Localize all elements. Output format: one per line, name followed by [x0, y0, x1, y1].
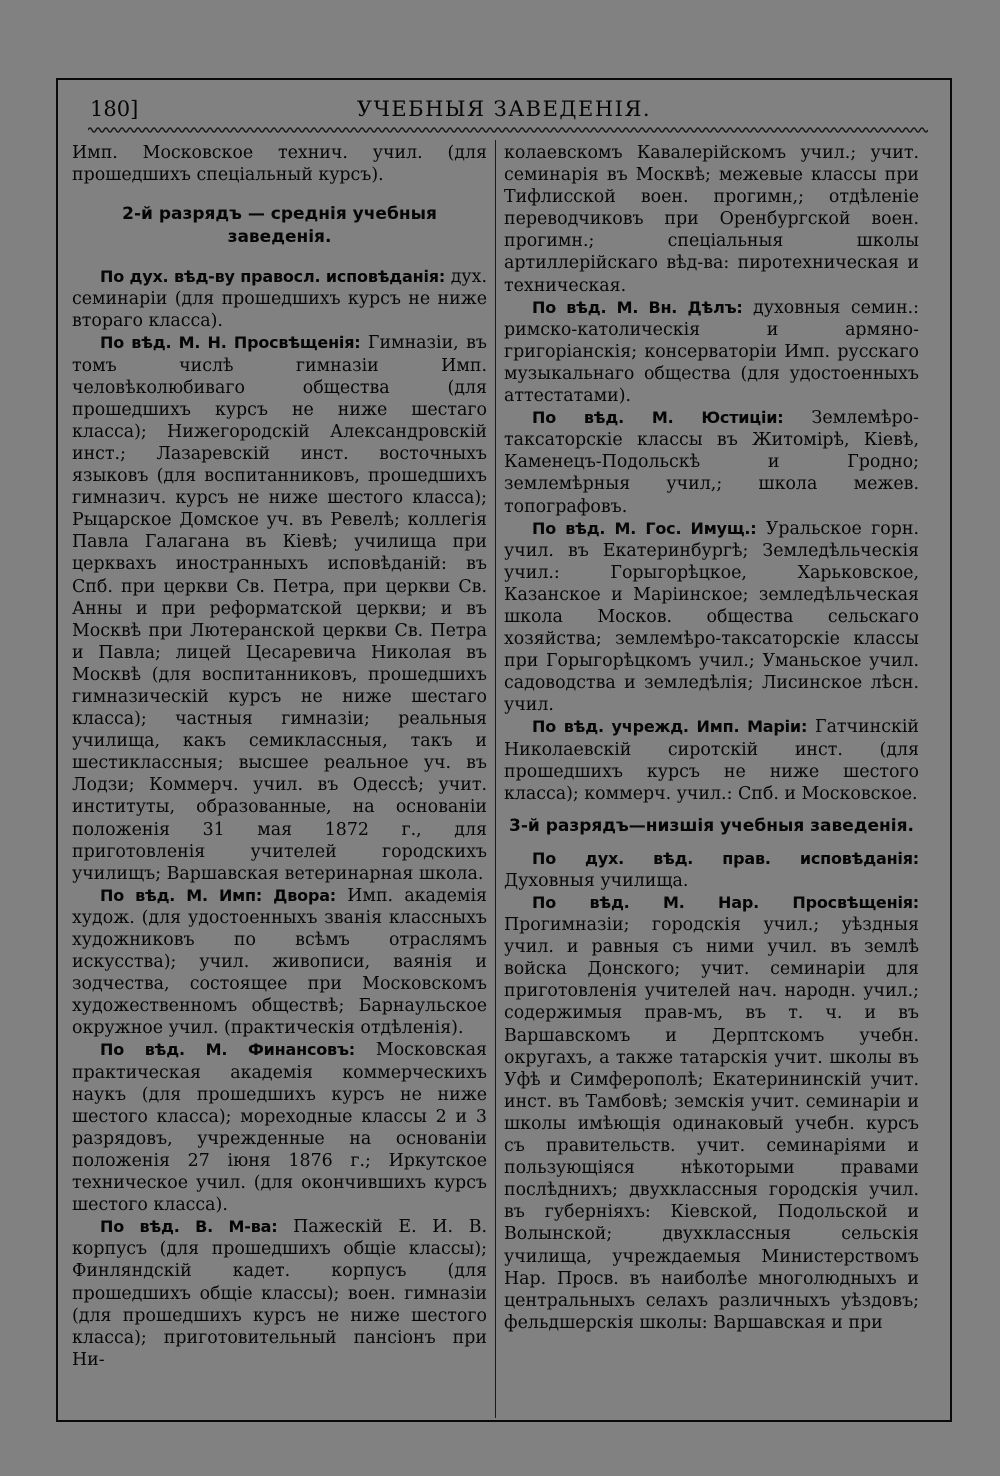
column-divider	[495, 140, 496, 1418]
paragraph-text: колаевскомъ Кавалерійскомъ учил.; учит. семинарія въ Москвѣ; межевые классы при Тифлисской воен. прогимн,; отдѣленіе переводчиковъ при Оренбургской воен. прогимн.; спеціальныя школы артиллерійскаго вѣд-ва: пиротехническая и техническая.	[504, 143, 919, 296]
left-column	[72, 142, 487, 1371]
paragraph-lead: По вѣд. В. М-ва:	[100, 1217, 278, 1237]
paragraph-text: духовныя семин.: римско-католическія и армяно-григоріанскія; консерваторіи Имп. русскаго музыкальнаго общества (для удостоенныхъ аттестатами).	[504, 297, 919, 407]
wavy-rule-ornament	[88, 124, 928, 136]
paragraph-lead: По дух. вѣд-ву правосл. исповѣданія:	[100, 267, 446, 287]
paragraph	[504, 892, 919, 1334]
paragraph-text: Имп. академія худож. (для удостоенныхъ званія классныхъ художниковъ по всѣмъ отраслямъ искусства); учил. живописи, ваянія и зодчества, состоящее при Московскомъ художественномъ обществѣ; Барнаульское окружное учил. (практическія отдѣленія).	[72, 885, 487, 1039]
paragraph-text: Прогимназіи; городскія учил.; уѣздныя учил. и равныя съ ними учил. въ землѣ войска Донского; учит. семинаріи для приготовленія учителей нач. народн. учил.; содержимыя прав-мъ, въ т. ч. и въ Варшавскомъ и Дерптскомъ учебн. округахъ, а также татарскія учит. школы въ Уфѣ и Симферополѣ; Екатерининскій учит. инст. въ Тамбовѣ; земскія учит. семинаріи и школы имѣющія одинаковый учебн. курсъ съ правительств. учит. семинаріями и пользующіяся нѣкоторыми правами послѣднихъ; двухклассныя городскія учил. въ губерніяхъ: Кіевской, Подольской и Волынской; двухклассныя сельскія училища, учреждаемыя Министерствомъ Нар. Просв. въ наиболѣе многолюдныхъ и центральныхъ селахъ различныхъ уѣздовъ; фельдшерскія школы: Варшавская и при	[504, 915, 919, 1333]
page-header	[58, 80, 950, 130]
right-column	[504, 142, 919, 1334]
paragraph-text: Гимназіи, въ томъ числѣ гимназіи Имп. человѣколюбиваго общества (для прошедшихъ курсъ не ниже шестаго класса); Нижегородскій Александровскій инст.; Лазаревскій инст. восточныхъ языковъ (для воспитанниковъ, прошедшихъ гимназич. курсъ не ниже шестого класса); Рыцарское Домское уч. въ Ревелѣ; коллегія Павла Галагана въ Кіевѣ; училища при церквахъ иностранныхъ исповѣданій: въ Спб. при церкви Св. Петра, при церкви Св. Анны и при реформатской церкви; и въ Москвѣ при Лютеранской церкви Св. Петра и Павла; лицей Цесаревича Николая въ Москвѣ (для воспитанниковъ, прошедшихъ гимназическій курсъ не ниже шестаго класса); частныя гимназіи; реальныя училища, какъ семиклассныя, такъ и шестиклассныя; высшее реальное уч. въ Лодзи; Коммерч. учил. въ Одессѣ; учит. институты, образованные, на основаніи положенія 31 мая 1872 г., для приготовленія учителей городскихъ училищъ; Варшавская ветеринарная школа.	[72, 333, 487, 884]
paragraph-text: Имп. Московское технич. учил. (для прошедшихъ спеціальный курсъ).	[72, 143, 487, 186]
paragraph-lead: По вѣд. М. Нар. Просвѣщенія:	[532, 893, 919, 912]
paragraph	[504, 518, 919, 717]
paragraph-text: Духовныя училища.	[504, 870, 689, 891]
page-frame	[56, 78, 952, 1422]
paragraph	[72, 1039, 487, 1216]
paragraph	[72, 885, 487, 1040]
paragraph-lead: По вѣд. М. Вн. Дѣлъ:	[532, 297, 743, 317]
paragraph-text: Московская практическая академія коммерческихъ наукъ (для прошедшихъ курсъ не ниже шестого класса); мореходные классы 2 и 3 разрядовъ, учрежденные на основаніи положенія 27 іюня 1876 г.; Иркутское техническое учил. (для окончившихъ курсъ шестого класса).	[72, 1040, 487, 1216]
paragraph	[504, 297, 919, 407]
running-title: УЧЕБНЫЯ ЗАВЕДЕНІЯ.	[356, 97, 652, 121]
paragraph-lead: По вѣд. М. Финансовъ:	[100, 1040, 355, 1060]
paragraph-lead: По дух. вѣд. прав. исповѣданія:	[532, 848, 919, 868]
paragraph	[504, 848, 919, 892]
paragraph-lead: По вѣд. М. Н. Просвѣщенія:	[100, 333, 361, 353]
section-heading-2nd-category: 2-й разрядъ — среднія учебныя заведенія.	[122, 204, 437, 248]
paragraph-text: Пажескій Е. И. В. корпусъ (для прошедшихъ общіе классы); Финляндскій кадет. корпусъ (для прошедшихъ общіе классы); воен. гимназіи (для прошедшихъ курсъ не ниже шестого класса); приготовительный пансіонъ при Ни-	[72, 1217, 488, 1370]
paragraph	[72, 332, 487, 884]
paragraph-text: дух. семинаріи (для прошедшихъ курсъ не ниже втораго класса).	[72, 267, 487, 332]
paragraph-text: Гатчинскій Николаевскій сиротскій инст. (для прошедшихъ курсъ не ниже шестого класса); коммерч. учил.: Спб. и Московское.	[504, 717, 919, 804]
paragraph	[72, 1216, 487, 1371]
paragraph	[504, 142, 919, 297]
section-heading-3rd-category: 3-й разрядъ—низшія учебныя заведенія.	[508, 815, 915, 836]
paragraph-text: Землемѣро-таксаторскіе классы въ Житомірѣ, Кіевѣ, Каменецъ-Подольскѣ и Гродно; землемѣрныя учил,; школа межев. топографовъ.	[504, 408, 920, 517]
paragraph-lead: По вѣд. учрежд. Имп. Маріи:	[532, 717, 808, 737]
paragraph-text: Уральское горн. учил. въ Екатеринбургѣ; Земледѣльческія учил.: Горыгорѣцкое, Харьковское, Казанское и Маріинское; земледѣльческая школа Москов. общества сельскаго хозяйства; землемѣро-таксаторскіе классы при Горыгорѣцкомъ учил.; Уманьское учил. садоводства и земледѣлія; Лисинское лѣсн. учил.	[504, 518, 920, 716]
paragraph-lead: По вѣд. М. Гос. Имущ.:	[532, 518, 757, 538]
paragraph	[504, 716, 919, 804]
paragraph	[72, 142, 487, 186]
page-number: 180]	[90, 97, 139, 121]
paragraph	[504, 407, 919, 517]
paragraph-lead: По вѣд. М. Имп: Двора:	[100, 885, 336, 905]
paragraph	[72, 266, 487, 332]
paragraph-lead: По вѣд. М. Юстиціи:	[532, 408, 784, 428]
